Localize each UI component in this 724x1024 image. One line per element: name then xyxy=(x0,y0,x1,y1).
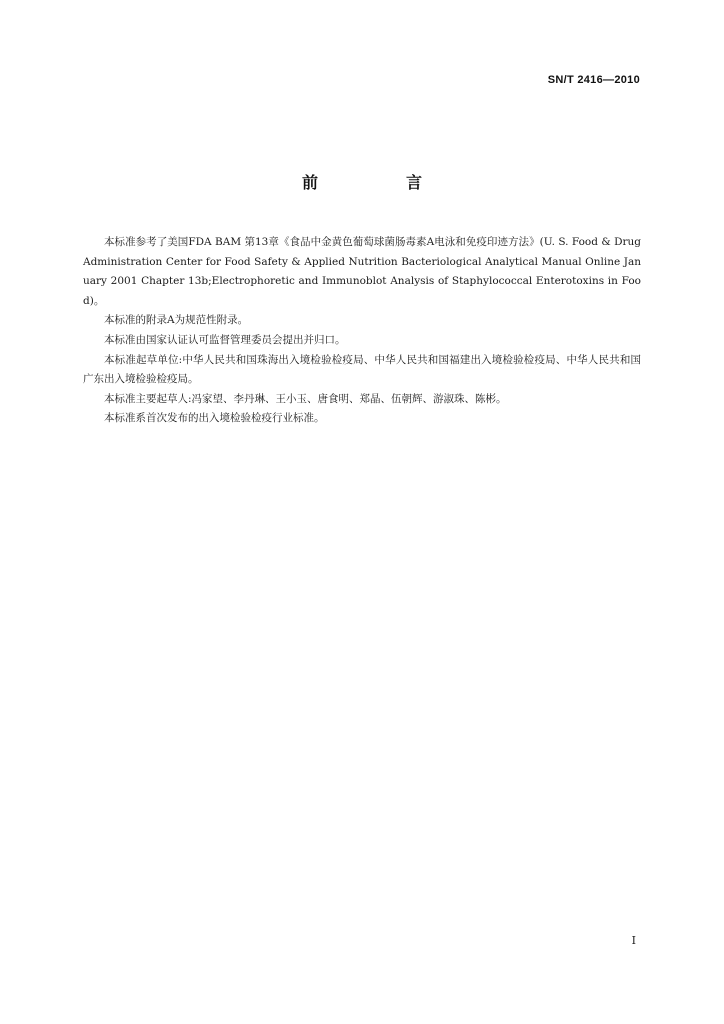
paragraph-drafters: 本标准主要起草人:冯家望、李丹琳、王小玉、唐食明、郑晶、伍朝辉、游淑珠、陈彬。 xyxy=(104,392,507,405)
page-title: 前 言 xyxy=(301,173,458,192)
paragraph-drafting-units: 本标准起草单位:中华人民共和国珠海出入境检验检疫局、中华人民共和国福建出入境检验检疫局、中华人民共和国广东出入境检验检疫局。 xyxy=(83,353,641,386)
standard-code: SN/T 2416—2010 xyxy=(547,74,640,86)
foreword-body xyxy=(83,233,641,429)
paragraph-reference: 本标准参考了美国FDA BAM 第13章《食品中金黄色葡萄球菌肠毒素A电泳和免疫印迹方法》(U. S. Food & Drug Administration Center for Food Safety & Applied Nutrition Bacteriological Analytical Manual Online January 2001 Chapter 13b;Electrophoretic and Immunoblot Analysis of Staphylococcal Enterotoxins in Food)。 xyxy=(83,236,641,307)
paragraph-annex: 本标准的附录A为规范性附录。 xyxy=(104,314,249,327)
paragraph-first-release: 本标准系首次发布的出入境检验检疫行业标准。 xyxy=(104,412,325,425)
page-number: I xyxy=(631,934,636,947)
paragraph-proposer: 本标准由国家认证认可监督管理委员会提出并归口。 xyxy=(104,333,346,346)
